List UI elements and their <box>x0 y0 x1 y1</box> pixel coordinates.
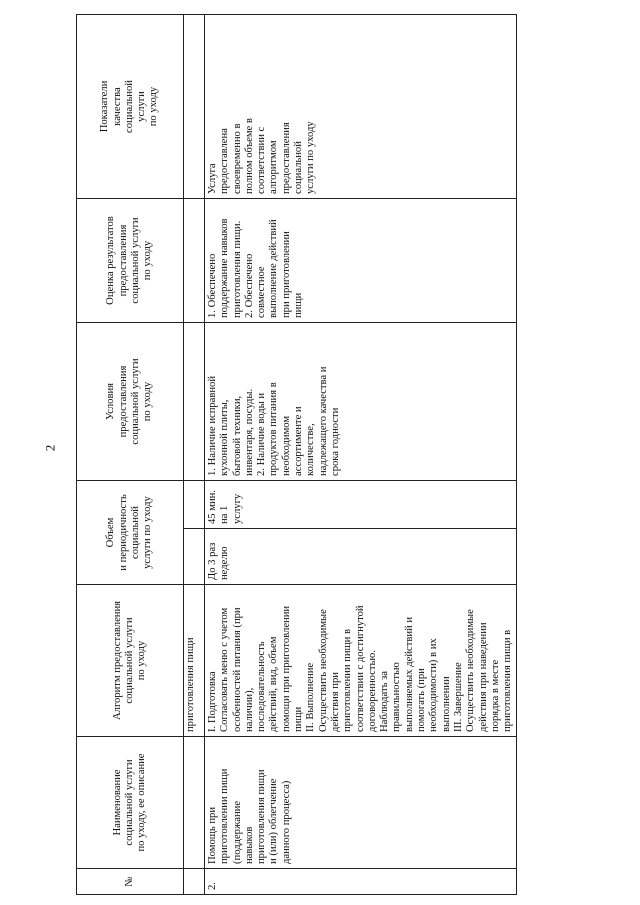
cont-algorithm: приготовления пищи <box>184 585 205 737</box>
row-duration: 45 мин. на 1 услугу <box>205 481 517 529</box>
cont-frequency <box>184 529 205 585</box>
header-num: № <box>77 869 184 895</box>
rotated-page <box>76 15 561 895</box>
cont-quality <box>184 15 205 199</box>
header-algorithm: Алгоритм предоставления социальной услуги по уходу <box>77 585 184 737</box>
row-quality: Услуга предоставлена своевременно в полном объеме в соответствии с алгоритмом предоставления социальной услуги по уходу <box>205 15 517 199</box>
cont-name <box>184 737 205 869</box>
row-evaluation: 1. Обеспечено поддержание навыков приготовления пищи. 2. Обеспечено совместное выполнение действий при приготовлении пищи <box>205 199 517 323</box>
cont-num <box>184 869 205 895</box>
row-num: 2. <box>205 869 517 895</box>
header-conditions: Условия предоставления социальной услуги по уходу <box>77 323 184 481</box>
continuation-row <box>184 15 205 895</box>
header-evaluation: Оценка результатов предоставления социальной услуги по уходу <box>77 199 184 323</box>
header-quality: Показатели качества социальной услуги по уходу <box>77 15 184 199</box>
cont-evaluation <box>184 199 205 323</box>
services-table <box>76 14 517 895</box>
page-number: 2 <box>42 444 58 452</box>
row-conditions: 1. Наличие исправной кухонной плиты, бытовой техники, инвентаря, посуды. 2. Наличие воды и продуктов питания в необходимом ассортименте и количестве, надлежащего качества и срока годности <box>205 323 517 481</box>
cont-conditions <box>184 323 205 481</box>
table-row <box>205 15 517 895</box>
cont-duration <box>184 481 205 529</box>
row-frequency: До 3 раз неделю <box>205 529 517 585</box>
row-name: Помощь при приготовлении пищи (поддержание навыков приготовления пищи и (или) облегчение данного процесса) <box>205 737 517 869</box>
header-row <box>77 15 184 895</box>
row-algorithm: I. Подготовка Согласовать меню с учетом особенностей питания (при наличии), последовательность действий, вид, объем помощи при приготовлении пищи II. Выполнение Осуществить необходимые действия при приготовлении пищи в соответствии с достигнутой договоренностью. Наблюдать за правильностью выполняемых действий и помогать (при необходимости) в их выполнении III. Завершение Осуществить необходимые действия при наведении порядка в месте приготовления пищи в <box>205 585 517 737</box>
header-volume: Объем и периодичность социальной услуги по уходу <box>77 481 184 585</box>
header-name: Наименование социальной услуги по уходу, ее описание <box>77 737 184 869</box>
